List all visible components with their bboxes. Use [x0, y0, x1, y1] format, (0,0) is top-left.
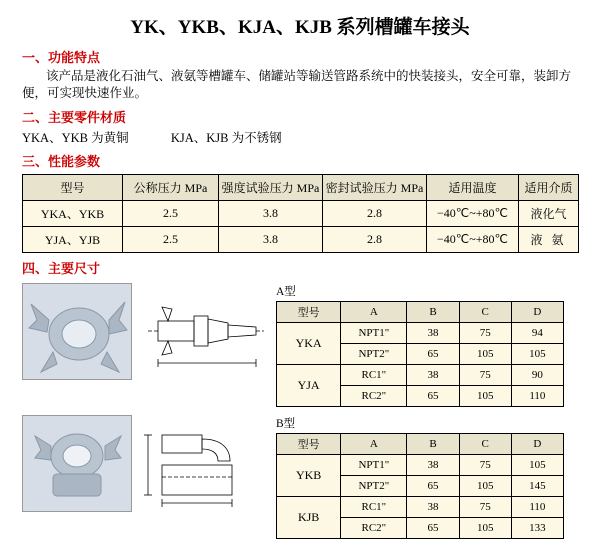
section-heading-performance: 三、性能参数 [22, 154, 101, 169]
dim-b-g1-r0-d: 110 [511, 497, 563, 518]
performance-table [22, 174, 579, 253]
dim-b-g1-r0-c: 75 [459, 497, 511, 518]
dimension-table-a-wrap [276, 283, 564, 407]
product-photo-a [22, 283, 132, 380]
perf-header-medium: 适用介质 [519, 175, 579, 201]
perf-header-seal-pressure: 密封试验压力 MPa [323, 175, 427, 201]
section-heading-material: 二、主要零件材质 [22, 110, 127, 125]
dim-a-g1-r0-b: 38 [407, 365, 459, 386]
technical-drawing-a [138, 283, 268, 378]
dim-b-g0-r0-b: 38 [407, 455, 459, 476]
perf-r0-strength: 3.8 [219, 201, 323, 227]
dim-a-header-c: C [459, 302, 511, 323]
technical-drawing-b [138, 415, 268, 510]
table-header-row [23, 175, 579, 201]
dim-a-g0-model: YKA [277, 323, 341, 365]
table-row [23, 201, 579, 227]
material-brass-text: YKA、YKB 为黄铜 [22, 131, 129, 145]
product-photo-b [22, 415, 132, 512]
table-row [23, 227, 579, 253]
features-paragraph: 该产品是液化石油气、液氨等槽罐车、储罐站等输送管路系统中的快装接头，安全可靠，装卸方便，可实现快速作业。 [22, 69, 572, 100]
dim-a-g1-model: YJA [277, 365, 341, 407]
perf-header-strength-pressure: 强度试验压力 MPa [219, 175, 323, 201]
perf-r1-nominal: 2.5 [123, 227, 219, 253]
dim-b-g1-r0-a: RC1" [341, 497, 407, 518]
dim-a-g0-r1-c: 105 [459, 344, 511, 365]
perf-header-model: 型号 [23, 175, 123, 201]
dim-a-g0-r0-c: 75 [459, 323, 511, 344]
dim-a-header-model: 型号 [277, 302, 341, 323]
dimension-table-a-label: A型 [276, 286, 296, 298]
dim-a-g0-r0-b: 38 [407, 323, 459, 344]
perf-r1-temperature: −40℃~+80℃ [427, 227, 519, 253]
dim-a-g0-r0-a: NPT1" [341, 323, 407, 344]
dim-b-g0-r0-c: 75 [459, 455, 511, 476]
dim-b-header-c: C [459, 434, 511, 455]
dim-b-g1-r0-b: 38 [407, 497, 459, 518]
dim-b-g1-model: KJB [277, 497, 341, 539]
dimension-row-a [22, 283, 600, 407]
dim-a-g1-r0-d: 90 [511, 365, 563, 386]
dim-a-g1-r0-c: 75 [459, 365, 511, 386]
perf-header-temperature: 适用温度 [427, 175, 519, 201]
technical-drawing-a-graphic [138, 283, 268, 378]
dim-a-header-b: B [407, 302, 459, 323]
material-steel-text: KJA、KJB 为不锈钢 [170, 131, 282, 145]
table-row [277, 365, 564, 386]
dim-a-g1-r1-d: 110 [511, 386, 563, 407]
perf-r1-seal: 2.8 [323, 227, 427, 253]
perf-r0-seal: 2.8 [323, 201, 427, 227]
dim-b-g1-r1-d: 133 [511, 518, 563, 539]
dim-a-g0-r1-b: 65 [407, 344, 459, 365]
document-page [0, 12, 600, 534]
dimension-row-b [22, 415, 600, 539]
dim-b-header-b: B [407, 434, 459, 455]
section-heading-features: 一、功能特点 [22, 50, 101, 65]
dim-a-g1-r1-a: RC2" [341, 386, 407, 407]
dimension-table-b-wrap [276, 415, 564, 539]
dim-b-g0-r0-d: 105 [511, 455, 563, 476]
dimension-table-b-label: B型 [276, 418, 296, 430]
dim-b-header-a: A [341, 434, 407, 455]
table-row [277, 323, 564, 344]
perf-r1-strength: 3.8 [219, 227, 323, 253]
dim-b-g1-r1-c: 105 [459, 518, 511, 539]
technical-drawing-b-graphic [138, 415, 268, 510]
dim-a-g1-r1-b: 65 [407, 386, 459, 407]
dim-a-g0-r0-d: 94 [511, 323, 563, 344]
table-row [277, 455, 564, 476]
material-line [22, 128, 600, 146]
dim-a-g0-r1-a: NPT2" [341, 344, 407, 365]
dimension-table-b [276, 433, 564, 539]
table-header-row [277, 302, 564, 323]
dim-b-g0-r1-d: 145 [511, 476, 563, 497]
dim-a-header-a: A [341, 302, 407, 323]
dim-b-g0-r1-c: 105 [459, 476, 511, 497]
dim-b-g0-r1-b: 65 [407, 476, 459, 497]
dim-b-g1-r1-b: 65 [407, 518, 459, 539]
dim-b-g0-r1-a: NPT2" [341, 476, 407, 497]
perf-r0-nominal: 2.5 [123, 201, 219, 227]
perf-r1-medium: 液 氨 [519, 227, 579, 253]
dim-b-g0-model: YKB [277, 455, 341, 497]
coupling-photo-b-graphic [23, 416, 131, 511]
page-title: YK、YKB、KJA、KJB 系列槽罐车接头 [130, 17, 470, 38]
dim-a-g1-r0-a: RC1" [341, 365, 407, 386]
dim-a-header-d: D [511, 302, 563, 323]
dimension-table-a [276, 301, 564, 407]
perf-r0-model: YKA、YKB [23, 201, 123, 227]
dim-a-g1-r1-c: 105 [459, 386, 511, 407]
dim-b-header-d: D [511, 434, 563, 455]
perf-r1-model: YJA、YJB [23, 227, 123, 253]
perf-header-nominal-pressure: 公称压力 MPa [123, 175, 219, 201]
dim-a-g0-r1-d: 105 [511, 344, 563, 365]
coupling-photo-a-graphic [23, 284, 131, 379]
table-row [277, 497, 564, 518]
dim-b-g1-r1-a: RC2" [341, 518, 407, 539]
section-heading-dimensions: 四、主要尺寸 [22, 261, 101, 276]
dimensions-section [0, 283, 600, 539]
dim-b-g0-r0-a: NPT1" [341, 455, 407, 476]
perf-r0-medium: 液化气 [519, 201, 579, 227]
dim-b-header-model: 型号 [277, 434, 341, 455]
table-header-row [277, 434, 564, 455]
perf-r0-temperature: −40℃~+80℃ [427, 201, 519, 227]
